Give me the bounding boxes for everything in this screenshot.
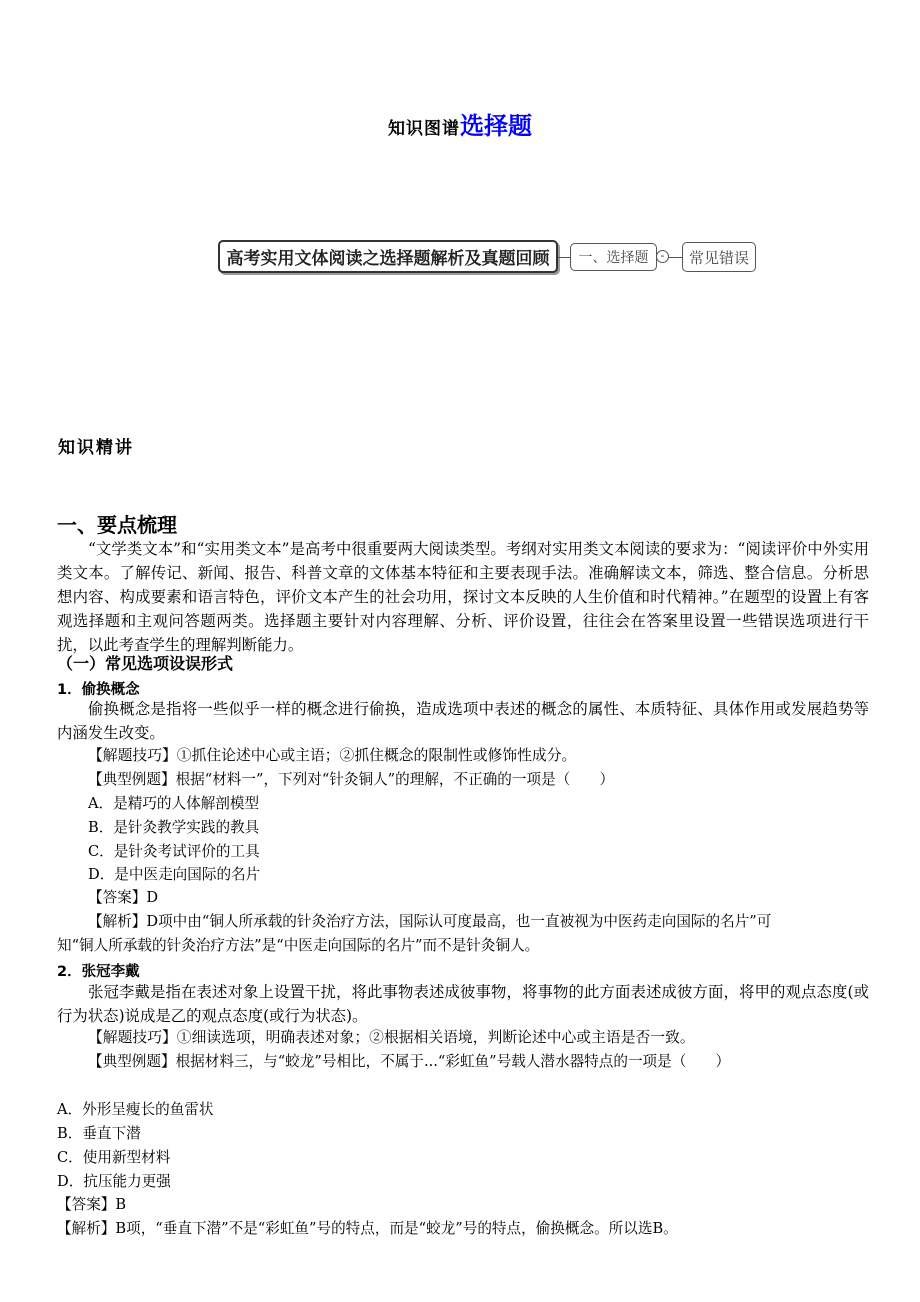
section-label: 知识精讲 bbox=[58, 438, 134, 458]
item1-option: B．是针灸教学实践的教具 bbox=[88, 819, 260, 836]
item1-option: D．是中医走向国际的名片 bbox=[88, 866, 261, 883]
title-prefix: 知识图谱 bbox=[388, 119, 460, 139]
item2-analysis: 【解析】B项，“垂直下潜”不是“彩虹鱼”号的特点，而是“蛟龙”号的特点，偷换概念。所以选B。 bbox=[57, 1220, 678, 1237]
item2-option: B．垂直下潜 bbox=[57, 1125, 141, 1142]
item2-option: C．使用新型材料 bbox=[57, 1149, 171, 1166]
item2-option: D．抗压能力更强 bbox=[57, 1173, 171, 1190]
item2-tip: 【解题技巧】①细读选项，明确表述对象；②根据相关语境，判断论述中心或主语是否一致。 bbox=[88, 1029, 695, 1046]
item2-heading: 2．张冠李戴 bbox=[57, 964, 140, 980]
mindmap-connector bbox=[558, 257, 570, 258]
mindmap-root-node[interactable]: 高考实用文体阅读之选择题解析及真题回顾 bbox=[218, 240, 558, 273]
item1-analysis: 【解析】D项中由“铜人所承载的针灸治疗方法，国际认可度最高，也一直被视为中医药走向国际的名片”可 bbox=[88, 913, 772, 930]
page-title bbox=[0, 106, 920, 141]
collapse-toggle-icon[interactable]: - bbox=[656, 250, 669, 263]
title-highlight: 选择题 bbox=[460, 112, 532, 140]
sub-heading: （一）常见选项设误形式 bbox=[57, 654, 234, 673]
item2-answer: 【答案】B bbox=[57, 1196, 127, 1213]
item2-option: A．外形呈瘦长的鱼雷状 bbox=[57, 1101, 214, 1118]
item1-option: A．是精巧的人体解剖模型 bbox=[88, 795, 260, 812]
mindmap-leaf-node[interactable]: 常见错误 bbox=[682, 242, 756, 272]
mindmap-child-node[interactable]: 一、选择题 bbox=[570, 243, 657, 271]
item1-heading: 1．偷换概念 bbox=[57, 682, 140, 698]
item1-answer: 【答案】D bbox=[88, 889, 159, 906]
item1-option: C．是针灸考试评价的工具 bbox=[88, 843, 260, 860]
item1-tip: 【解题技巧】①抓住论述中心或主语；②抓住概念的限制性或修饰性成分。 bbox=[88, 747, 577, 764]
item2-example: 【典型例题】根据材料三，与“蛟龙”号相比，不属于...“彩虹鱼”号载人潜水器特点的一项是（ ） bbox=[88, 1053, 731, 1070]
item2-description: 张冠李戴是指在表述对象上设置干扰，将此事物表述成彼事物，将事物的此方面表述成彼方面，将甲的观点态度(或行为状态)说成是乙的观点态度(或行为状态)。 bbox=[57, 983, 869, 1025]
section-heading: 一、要点梳理 bbox=[57, 513, 177, 537]
item1-example: 【典型例题】根据“材料一”，下列对“针灸铜人”的理解，不正确的一项是（ ） bbox=[88, 771, 615, 788]
item1-analysis-cont: 知“铜人所承载的针灸治疗方法”是“中医走向国际的名片”而不是针灸铜人。 bbox=[57, 937, 540, 954]
intro-paragraph: “文学类文本”和“实用类文本”是高考中很重要两大阅读类型。考纲对实用类文本阅读的要求为：“阅读评价中外实用类文本。了解传记、新闻、报告、科普文章的文体基本特征和主要表现手法。准确解读文本，筛选、整合信息。分析思想内容、构成要素和语言特色，评价文本产生的社会功用，探讨文本反映的人生价值和时代精神。”在题型的设置上有客观选择题和主观问答题两类。选择题主要针对内容理解、分析、评价设置，往往会在答案里设置一些错误选项进行干扰，以此考查学生的理解判断能力。 bbox=[57, 540, 869, 654]
item1-description: 偷换概念是指将一些似乎一样的概念进行偷换，造成选项中表述的概念的属性、本质特征、具体作用或发展趋势等内涵发生改变。 bbox=[57, 700, 869, 742]
